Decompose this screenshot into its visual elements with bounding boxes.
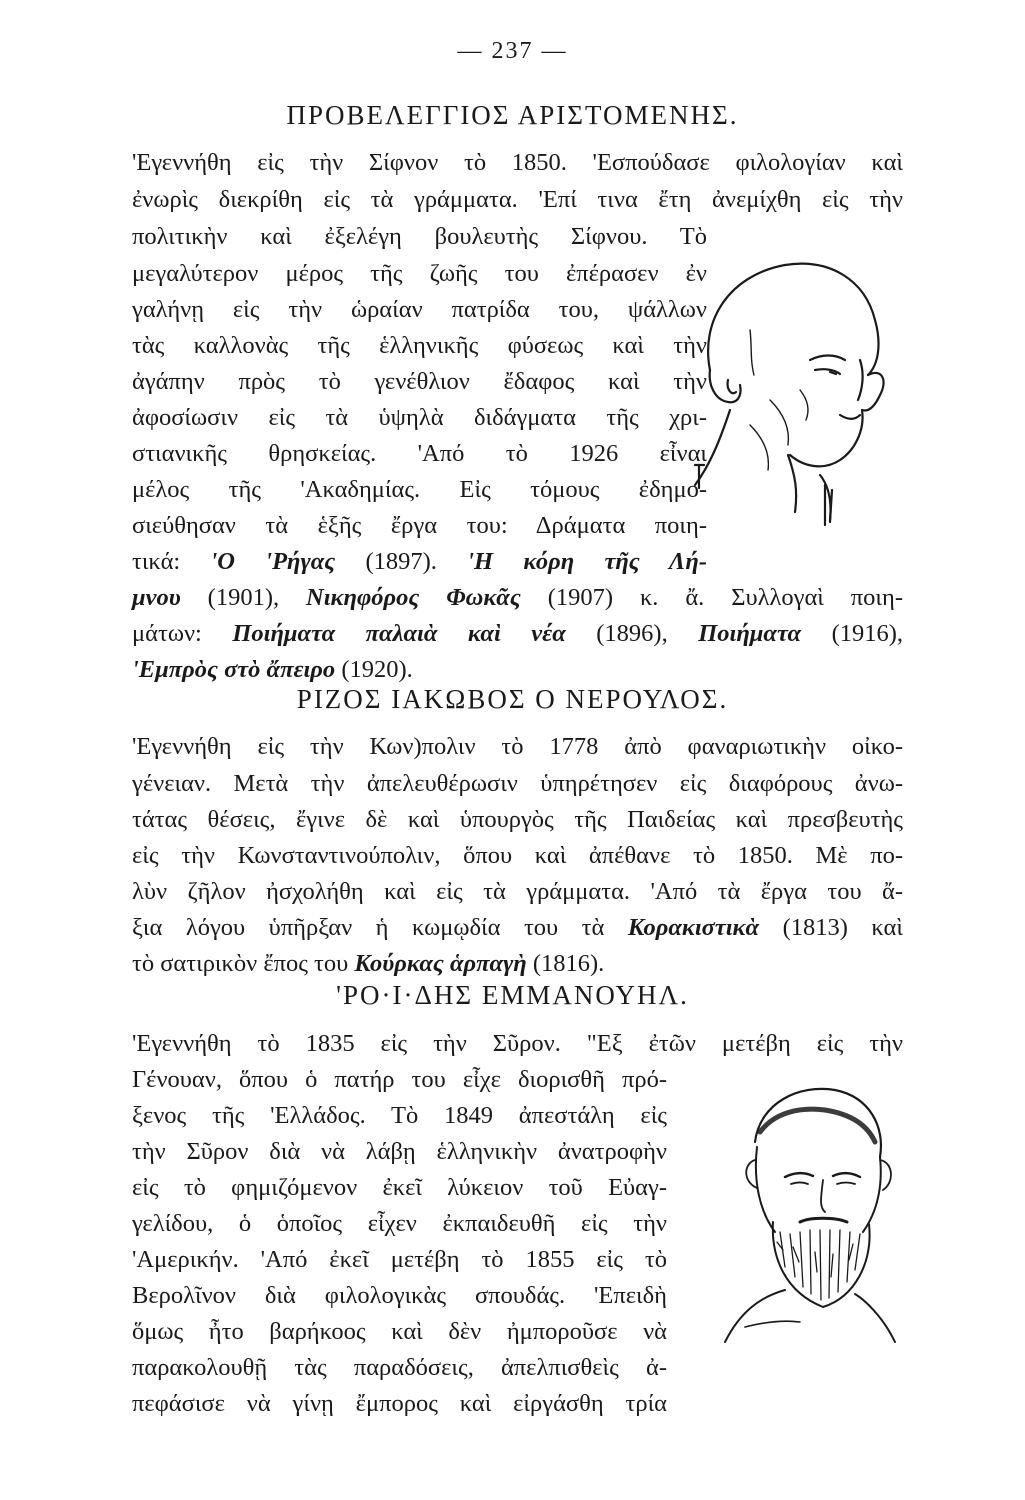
text-line: εἰς τὸ φημιζόμενον ἐκεῖ λύκειον τοῦ Εὐαγ- (132, 1174, 667, 1201)
portrait-provelengios (690, 250, 890, 540)
text-line: πεφάσισε νὰ γίνῃ ἔμπορος καὶ εἰργάσθη τρία (132, 1390, 667, 1417)
text-line: γένειαν. Μετὰ τὴν ἀπελευθέρωσιν ὑπηρέτησεν εἰς διαφόρους ἀνω- (132, 770, 903, 797)
text-line: Γένουαν, ὅπου ὁ πατήρ του εἶχε διορισθῆ πρό- (132, 1066, 667, 1093)
work-title: μνου (132, 584, 181, 611)
text-line: τάτας θέσεις, ἔγινε δὲ καὶ ὑπουργὸς τῆς Παιδείας καὶ πρεσβευτὴς (132, 806, 903, 833)
text-line: 'Εμπρὸς στὸ ἄπειρο (1920). (132, 656, 413, 683)
text-line: 'Εγεννήθη εἰς τὴν Κων)πολιν τὸ 1778 ἀπὸ φαναριωτικὴν οἰκο- (132, 733, 903, 760)
text-line: σιεύθησαν τὰ ἑξῆς ἔργα του: Δράματα ποιη- (132, 512, 707, 539)
work-title: 'Εμπρὸς στὸ ἄπειρο (132, 656, 336, 683)
text-line: παρακολουθῇ τὰς παραδόσεις, ἀπελπισθεὶς ἀ- (132, 1354, 667, 1381)
text-line: μνου (1901), Νικηφόρος Φωκᾶς (1907) κ. ἄ. Συλλογαὶ ποιη- (132, 584, 903, 611)
text-line: Βερολῖνον διὰ φιλολογικὰς σπουδάς. 'Επειδὴ (132, 1282, 667, 1309)
work-title: Νικηφόρος Φωκᾶς (306, 584, 521, 611)
section-heading-roidis: 'ΡΟ·Ι·ΔΗΣ ΕΜΜΑΝΟΥΗΛ. (336, 980, 689, 1010)
text-line: τικά: 'Ο 'Ρήγας (1897). 'Η κόρη τῆς Λή- (132, 548, 707, 575)
portrait-roidis (705, 1072, 910, 1347)
text-line: εἰς τὴν Κωνσταντινούπολιν, ὅπου καὶ ἀπέθανε τὸ 1850. Μὲ πο- (132, 842, 903, 869)
text-line: μέλος τῆς 'Ακαδημίας. Εἰς τόμους ἐδημο- (132, 476, 707, 503)
section-heading-rizos-neroulos: ΡΙΖΟΣ ΙΑΚΩΒΟΣ Ο ΝΕΡΟΥΛΟΣ. (296, 684, 729, 714)
text-line: στιανικῆς θρησκείας. 'Από τὸ 1926 εἶναι (132, 440, 707, 467)
work-title: 'Ο 'Ρήγας (210, 548, 336, 575)
text-line: μάτων: Ποιήματα παλαιὰ καὶ νέα (1896), Ποιήματα (1916), (132, 620, 904, 647)
text-line: ἐνωρὶς διεκρίθη εἰς τὰ γράμματα. 'Επί τινα ἔτη ἀνεμίχθη εἰς τὴν (132, 186, 903, 213)
work-title: Κούρκας ἁρπαγὴ (354, 950, 527, 977)
text-line: γαλήνῃ εἰς τὴν ὡραίαν πατρίδα του, ψάλλων (132, 296, 707, 323)
text-line: ἀφοσίωσιν εἰς τὰ ὑψηλὰ διδάγματα τῆς χρι- (132, 404, 707, 431)
section-heading-provelengios: ΠΡΟΒΕΛΕΓΓΙΟΣ ΑΡΙΣΤΟΜΕΝΗΣ. (286, 100, 739, 130)
work-title: 'Η κόρη τῆς Λή- (467, 548, 707, 575)
text-line: 'Εγεννήθη τὸ 1835 εἰς τὴν Σῦρον. "Εξ ἐτῶν μετέβη εἰς τὴν (132, 1030, 903, 1057)
text-line: πολιτικὴν καὶ ἐξελέγη βουλευτὴς Σίφνου. Τὸ (132, 223, 707, 250)
text-line: ἀγάπην πρὸς τὸ γενέθλιον ἔδαφος καὶ τὴν (132, 368, 707, 395)
text-line: ξενος τῆς 'Ελλάδος. Τὸ 1849 ἀπεστάλη εἰς (132, 1102, 667, 1129)
text-line: τὰς καλλονὰς τῆς ἑλληνικῆς φύσεως καὶ τὴν (132, 332, 707, 359)
text-line: τὸ σατιρικὸν ἔπος του Κούρκας ἁρπαγὴ (1816). (132, 950, 605, 977)
text-line: τὴν Σῦρον διὰ νὰ λάβῃ ἑλληνικὴν ἀνατροφὴν (132, 1138, 667, 1165)
text-line: 'Αμερικήν. 'Από ἐκεῖ μετέβη τὸ 1855 εἰς τὸ (132, 1246, 667, 1273)
work-title: Ποιήματα παλαιὰ καὶ νέα (232, 620, 566, 647)
page-number: — 237 — (457, 38, 568, 64)
work-title: Κορακιστικὰ (627, 914, 760, 941)
work-title: Ποιήματα (698, 620, 802, 647)
text-line: ξια λόγου ὑπῆρξαν ἡ κωμῳδία του τὰ Κορακιστικὰ (1813) καὶ (132, 914, 903, 941)
text-line: λὺν ζῆλον ἠσχολήθη καὶ εἰς τὰ γράμματα. 'Από τὰ ἔργα του ἄ- (132, 878, 903, 905)
text-line: γελίδου, ὁ ὁποῖος εἶχεν ἐκπαιδευθῆ εἰς τὴν (132, 1210, 667, 1237)
text-line: 'Εγεννήθη εἰς τὴν Σίφνον τὸ 1850. 'Εσπούδασε φιλολογίαν καὶ (132, 149, 903, 176)
text-line: ὅμως ἦτο βαρήκοος καὶ δὲν ἠμποροῦσε νὰ (132, 1318, 667, 1345)
text-line: μεγαλύτερον μέρος τῆς ζωῆς του ἐπέρασεν ἐν (132, 260, 707, 287)
